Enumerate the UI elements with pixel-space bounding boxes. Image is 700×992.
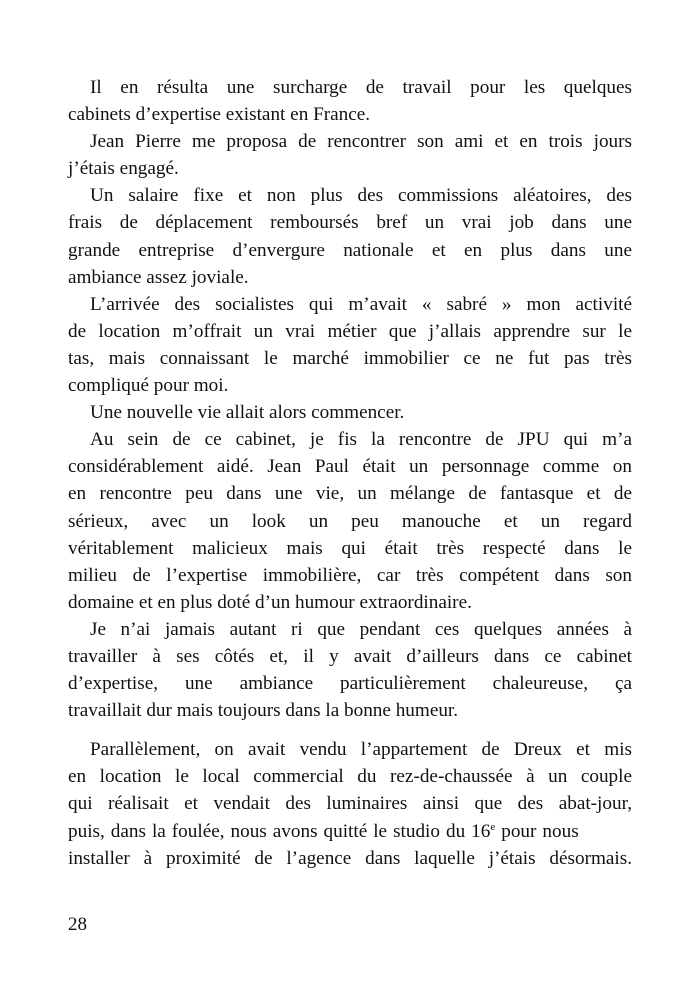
text-line: cabinets d’expertise existant en France. <box>68 104 371 126</box>
text-line: en location le local commercial du rez-de-chaussée à un couple <box>68 766 632 788</box>
text-line: véritablement malicieux mais qui était très respecté dans le <box>68 537 632 559</box>
text-line: Jean Pierre me proposa de rencontrer son ami et en trois jours <box>90 131 632 153</box>
text-line: Parallèlement, on avait vendu l’appartement de Dreux et mis <box>90 739 632 761</box>
text-line: sérieux, avec un look un peu manouche et un regard <box>68 510 632 532</box>
text-line: Au sein de ce cabinet, je fis la rencontre de JPU qui m’a <box>90 429 632 451</box>
text-line: installer à proximité de l’agence dans laquelle j’étais désormais. <box>68 847 632 869</box>
text-line: travaillait dur mais toujours dans la bonne humeur. <box>68 700 459 722</box>
text-line: Un salaire fixe et non plus des commissions aléatoires, des <box>90 185 632 207</box>
text-line: ambiance assez joviale. <box>68 266 249 288</box>
text-line: grande entreprise d’envergure nationale et en plus dans une <box>68 239 632 261</box>
text-line: travailler à ses côtés et, il y avait d’ailleurs dans ce cabinet <box>68 645 632 667</box>
text-line: Une nouvelle vie allait alors commencer. <box>90 402 405 424</box>
text-line: Je n’ai jamais autant ri que pendant ces quelques années à <box>90 618 632 640</box>
text-line: considérablement aidé. Jean Paul était un personnage comme on <box>68 456 632 478</box>
page-number: 28 <box>68 914 87 935</box>
text-line: qui réalisait et vendait des luminaires ainsi que des abat-jour, <box>68 793 632 815</box>
text-line: d’expertise, une ambiance particulièrement chaleureuse, ça <box>68 673 632 695</box>
text-line: de location m’offrait un vrai métier que j’allais apprendre sur le <box>68 320 632 342</box>
text-line: frais de déplacement remboursés bref un vrai job dans une <box>68 212 632 234</box>
text-line: j’étais engagé. <box>68 158 179 180</box>
text-line: L’arrivée des socialistes qui m’avait « sabré » mon activité <box>90 293 632 315</box>
body-text <box>68 74 632 872</box>
text-segment: pour nous <box>495 820 579 842</box>
text-line: domaine et en plus doté d’un humour extraordinaire. <box>68 591 472 613</box>
text-segment: puis, dans la foulée, nous avons quitté le studio du 16 <box>68 820 491 842</box>
superscript: e <box>490 820 496 833</box>
text-line: Il en résulta une surcharge de travail pour les quelques <box>90 77 632 98</box>
text-line: milieu de l’expertise immobilière, car très compétent dans son <box>68 564 632 586</box>
text-line <box>68 818 632 845</box>
text-line: tas, mais connaissant le marché immobilier ce ne fut pas très <box>68 347 632 369</box>
text-line: compliqué pour moi. <box>68 375 229 397</box>
text-line: en rencontre peu dans une vie, un mélange de fantasque et de <box>68 483 632 505</box>
